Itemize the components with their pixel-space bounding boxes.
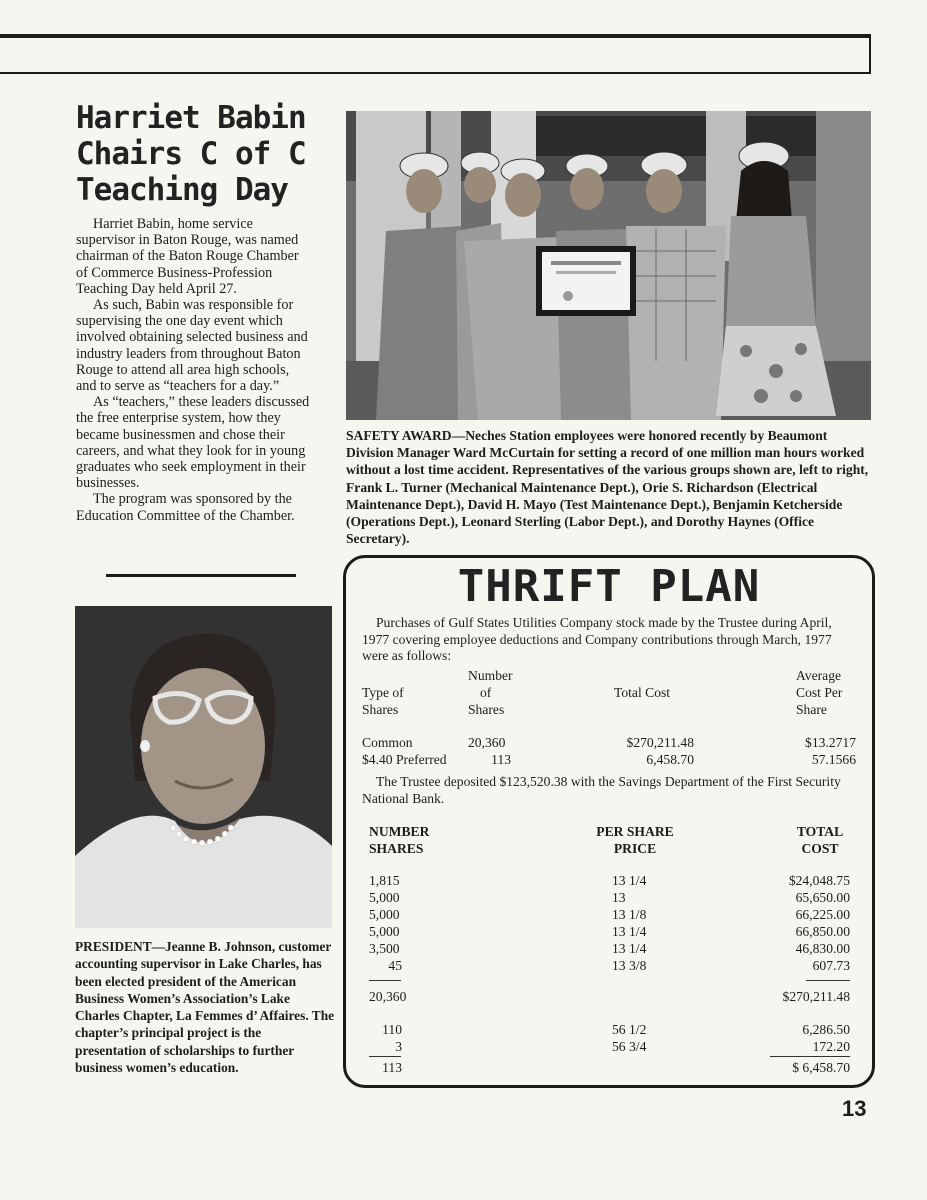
summary-average-common: $13.2717 — [805, 735, 856, 750]
section-divider — [106, 574, 296, 577]
header-line: COST — [801, 841, 839, 856]
header-line: SHARES — [369, 841, 424, 856]
table-row-price: 13 1/4 — [612, 941, 647, 956]
header-line: Type of — [362, 685, 404, 700]
summary-average-preferred: 57.1566 — [811, 752, 856, 767]
summary-type-preferred: $4.40 Preferred — [362, 752, 447, 767]
table-row-cost: 46,830.00 — [795, 941, 850, 956]
table-row-price: 56 1/2 — [612, 1022, 647, 1037]
header-line: NUMBER — [369, 824, 430, 839]
table-row-cost: 607.73 — [812, 958, 850, 973]
table-row-shares: 5,000 — [369, 907, 400, 922]
preferred-total-shares: 113 — [382, 1060, 402, 1075]
summary-total-common: $270,211.48 — [626, 735, 694, 750]
article-paragraph: As such, Babin was responsible for supervising the one day event which involved obtaining selected business and industry leaders from throughout Baton Rouge to attend all area high schools, and to serve as “teachers for a day.” — [76, 297, 308, 395]
common-total-cost: $270,211.48 — [782, 989, 850, 1004]
table-row-cost: 66,850.00 — [795, 924, 850, 939]
table-row-shares: 5,000 — [369, 924, 400, 939]
detail-header-price — [590, 823, 680, 857]
thrift-deposit — [362, 774, 857, 807]
table-row-shares: 110 — [382, 1022, 402, 1037]
headline-line: Teaching Day — [76, 172, 288, 208]
article-headline — [76, 100, 336, 208]
subtotal-rule — [770, 1056, 850, 1057]
header-line: Share — [796, 702, 827, 717]
table-row-shares: 3,500 — [369, 941, 400, 956]
table-row-cost: 66,225.00 — [795, 907, 850, 922]
summary-header-total: Total Cost — [614, 685, 671, 700]
table-row-shares: 3 — [395, 1039, 402, 1054]
thrift-deposit-text: The Trustee deposited $123,520.38 with the Savings Department of the First Security National Bank. — [362, 774, 841, 806]
article-paragraph: Harriet Babin, home service supervisor in Baton Rouge, was named chairman of the Baton Rouge Chamber of Commerce Business-Profession Teaching Day held April 27. — [76, 216, 299, 297]
summary-header-number — [468, 667, 513, 718]
table-row-cost: $24,048.75 — [788, 873, 850, 888]
table-row-price: 13 1/4 — [612, 873, 647, 888]
headline-line: Chairs C of C — [76, 136, 306, 172]
article-paragraph: The program was sponsored by the Education Committee of the Chamber. — [76, 491, 295, 524]
preferred-total-cost: $ 6,458.70 — [792, 1060, 850, 1075]
header-line: PER SHARE — [596, 824, 674, 839]
summary-header-type — [362, 684, 404, 718]
header-line: Number — [468, 668, 513, 683]
headline-line: Harriet Babin — [76, 100, 306, 136]
header-line: Average — [796, 668, 842, 683]
table-row-cost: 65,650.00 — [795, 890, 850, 905]
table-row-price: 13 — [612, 890, 626, 905]
president-caption: PRESIDENT—Jeanne B. Johnson, customer accounting supervisor in Lake Charles, has been elected president of the American Business Women’s Association’s Lake Charles Chapter, La Femmes d’ Affaires. The chapter’s principal project is the presentation of scholarships to further business women’s education. — [75, 939, 335, 1076]
article-paragraph: As “teachers,” these leaders discussed the free enterprise system, how they became businessmen and chose their careers, and what they look for in young graduates who seek employment in their businesses. — [76, 394, 310, 492]
header-line: Shares — [362, 702, 399, 717]
page-number: 13 — [842, 1096, 867, 1121]
common-total-shares: 20,360 — [369, 989, 407, 1004]
table-row-price: 56 3/4 — [612, 1039, 647, 1054]
table-row-price: 13 3/8 — [612, 958, 647, 973]
table-row-shares: 5,000 — [369, 890, 400, 905]
table-row-price: 13 1/4 — [612, 924, 647, 939]
summary-total-preferred: 6,458.70 — [646, 752, 694, 767]
header-line: Cost Per — [796, 685, 843, 700]
thrift-intro-text: Purchases of Gulf States Utilities Company stock made by the Trustee during April, 1977 covering employee deductions and Company contributions through March, 1977 were as follows: — [362, 615, 832, 663]
table-row-shares: 45 — [388, 958, 402, 973]
president-portrait-photo — [75, 606, 332, 928]
header-line: of — [480, 685, 492, 700]
table-row-price: 13 1/8 — [612, 907, 647, 922]
safety-award-photo — [346, 111, 871, 420]
top-frame-rule — [0, 34, 871, 74]
header-line: PRICE — [613, 841, 657, 856]
article-body — [76, 216, 312, 524]
summary-header-average — [796, 667, 842, 718]
table-row-cost: 6,286.50 — [802, 1022, 850, 1037]
detail-header-shares — [369, 823, 429, 857]
safety-award-caption: SAFETY AWARD—Neches Station employees were honored recently by Beaumont Division Manager Ward McCurtain for setting a record of one million man hours worked without a lost time accident. Representatives of the various groups shown are, left to right, Frank L. Turner (Mechanical Maintenance Dept.), Orie S. Richardson (Electrical Maintenance Dept.), David H. Mayo (Test Maintenance Dept.), Benjamin Ketcherside (Operations Dept.), Leonard Sterling (Labor Dept.), and Dorothy Haynes (Office Secretary). — [346, 428, 869, 547]
thrift-intro — [362, 615, 857, 665]
thrift-plan-title: THRIFT PLAN — [457, 561, 761, 612]
summary-number-common: 20,360 — [468, 735, 506, 750]
subtotal-rule — [369, 980, 401, 981]
subtotal-rule — [369, 1056, 401, 1057]
table-row-shares: 1,815 — [369, 873, 400, 888]
header-line: TOTAL — [796, 824, 844, 839]
header-line: Shares — [468, 702, 505, 717]
detail-header-cost — [790, 823, 850, 857]
summary-type-common: Common — [362, 735, 413, 750]
summary-number-preferred: 113 — [491, 752, 511, 767]
subtotal-rule — [806, 980, 850, 981]
table-row-cost: 172.20 — [812, 1039, 850, 1054]
